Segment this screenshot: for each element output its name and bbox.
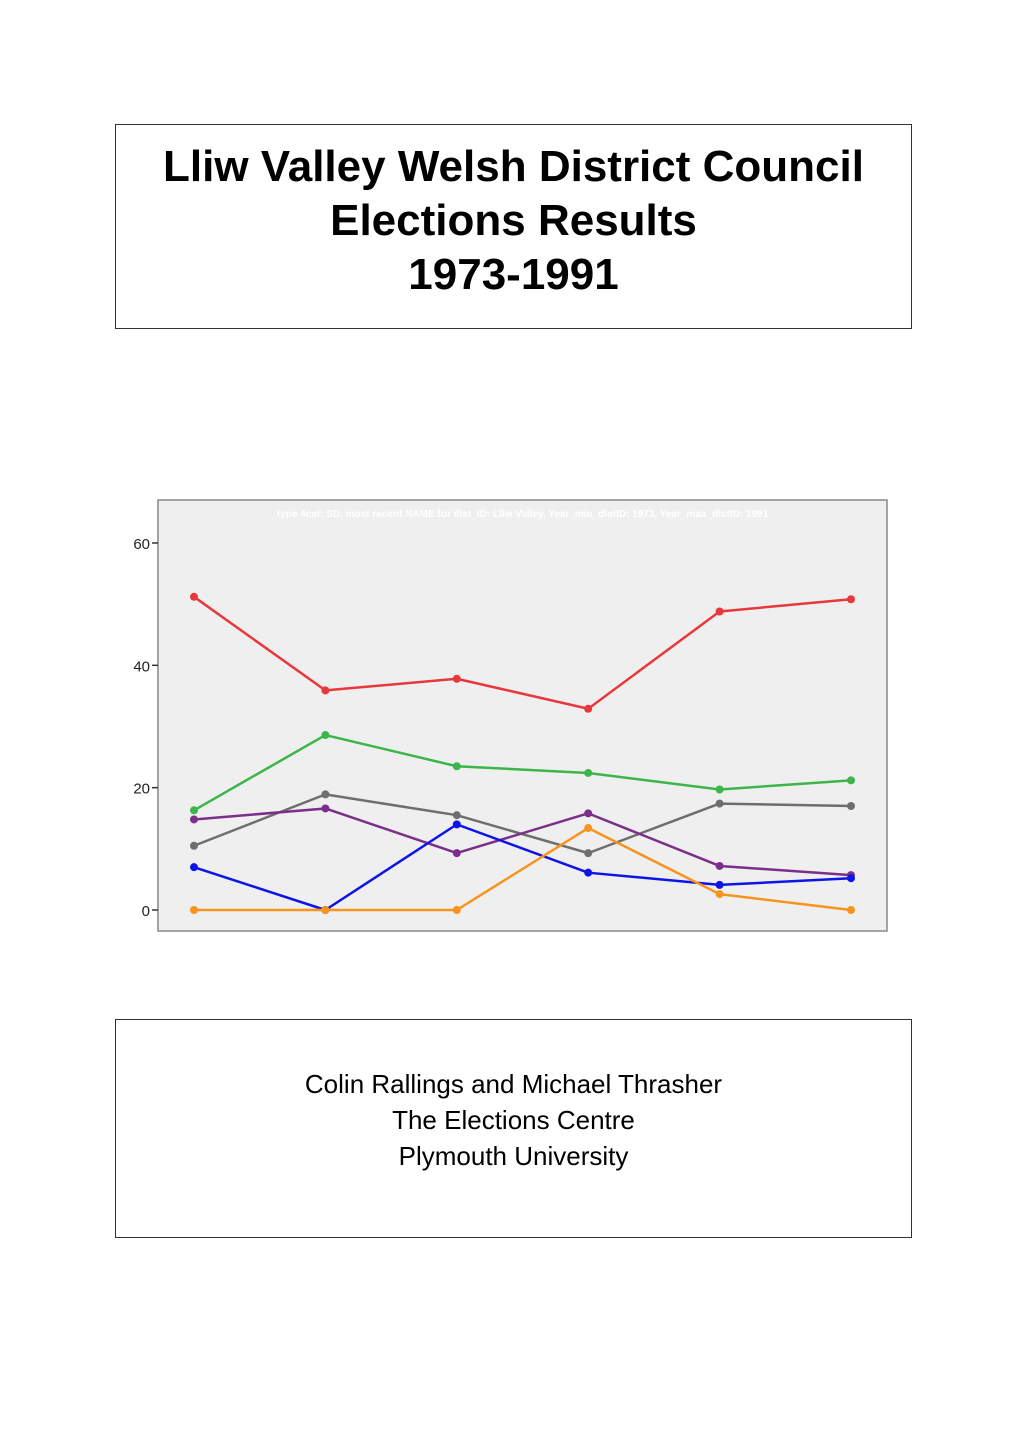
series-point-5	[584, 824, 592, 832]
title-line-3: 1973-1991	[408, 250, 619, 299]
series-point-3	[190, 815, 198, 823]
series-point-1	[321, 731, 329, 739]
y-tick-label: 20	[133, 780, 150, 798]
y-tick-label: 60	[133, 535, 150, 553]
series-point-4	[190, 863, 198, 871]
series-point-2	[321, 790, 329, 798]
series-point-0	[190, 593, 198, 601]
series-point-1	[190, 806, 198, 814]
series-point-2	[847, 802, 855, 810]
series-point-0	[453, 675, 461, 683]
plot-area	[158, 500, 887, 931]
title-line-2: Elections Results	[330, 196, 697, 245]
series-point-0	[716, 607, 724, 615]
series-point-0	[321, 686, 329, 694]
series-point-2	[716, 800, 724, 808]
series-point-1	[847, 776, 855, 784]
credits-university: Plymouth University	[398, 1141, 629, 1171]
series-point-3	[716, 862, 724, 870]
series-point-5	[190, 906, 198, 914]
series-point-4	[847, 874, 855, 882]
series-point-4	[716, 881, 724, 889]
series-point-1	[453, 762, 461, 770]
credits-centre: The Elections Centre	[392, 1105, 635, 1135]
title-line-1: Lliw Valley Welsh District Council	[163, 142, 864, 191]
chart-title: type 4cat: SD, most recent NAME for dist_ID: Lliw Valley, Year_min_distID: 1973, Year_max_distID: 1991	[276, 509, 769, 520]
series-point-5	[321, 906, 329, 914]
chart	[115, 495, 895, 940]
series-point-4	[584, 869, 592, 877]
series-point-3	[584, 809, 592, 817]
credits-authors: Colin Rallings and Michael Thrasher	[304, 1069, 723, 1099]
series-point-2	[453, 811, 461, 819]
series-point-5	[847, 906, 855, 914]
series-point-1	[716, 785, 724, 793]
series-point-0	[584, 705, 592, 713]
y-tick-label: 0	[141, 903, 150, 920]
credits-box	[115, 1019, 912, 1238]
series-point-5	[716, 890, 724, 898]
series-point-5	[453, 906, 461, 914]
series-point-1	[584, 769, 592, 777]
title-box	[115, 124, 912, 329]
y-tick-label: 40	[133, 658, 150, 676]
series-point-3	[453, 849, 461, 857]
series-point-2	[584, 849, 592, 857]
series-point-0	[847, 595, 855, 603]
series-point-2	[190, 842, 198, 850]
chart-svg	[115, 495, 895, 940]
series-point-3	[321, 804, 329, 812]
series-point-4	[453, 820, 461, 828]
